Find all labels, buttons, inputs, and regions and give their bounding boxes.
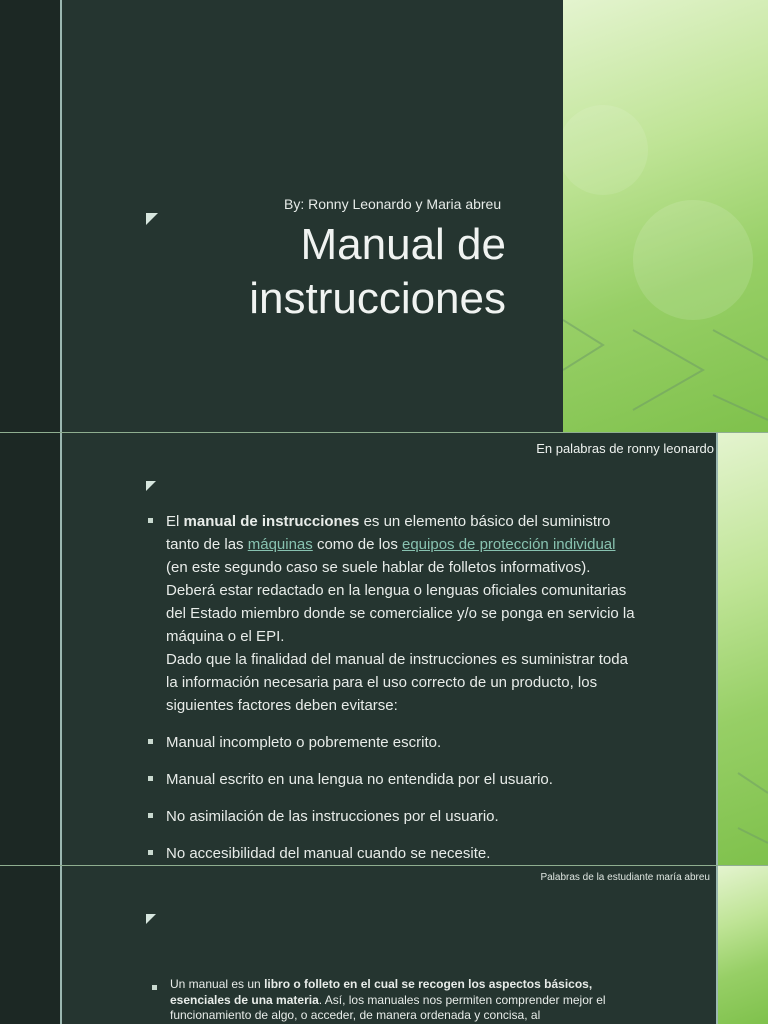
para-text: . Así, los manuales nos permiten comprender mejor el funcionamiento de algo, o acceder, de manera ordenada y concisa, al	[170, 992, 606, 1022]
para-text: es un elemento básico del suministro tanto de las	[166, 513, 611, 553]
slide-title	[249, 218, 506, 326]
link-maquinas[interactable]: máquinas	[247, 536, 313, 553]
triangle-marker-icon	[146, 914, 156, 924]
left-bar	[0, 433, 60, 865]
bullet-icon	[148, 518, 153, 523]
bullet-text: Manual incompleto o pobremente escrito.	[166, 734, 442, 751]
bullet-text: No accesibilidad del manual cuando se necesite.	[166, 845, 491, 862]
green-decor-panel	[563, 0, 768, 432]
content-slide-2	[0, 866, 768, 1024]
bullet-text: No asimilación de las instrucciones por el usuario.	[166, 808, 499, 825]
green-decor-strip	[718, 866, 768, 1024]
para-text: (en este segundo caso se suele hablar de folletos informativos). Deberá estar redactado en la lengua o lenguas oficiales comunitarias del Estado miembro donde se comercialice y/o se ponga en servicio la máquina o el EPI.	[166, 559, 635, 645]
bullet-icon	[148, 739, 153, 744]
bullet-icon	[148, 776, 153, 781]
title-line-1: Manual de	[300, 220, 506, 269]
list-item	[146, 842, 636, 865]
triangle-marker-icon	[146, 481, 156, 491]
content-slide-1	[0, 433, 768, 865]
chevron-decor-icon	[718, 433, 768, 865]
list-item	[150, 977, 630, 1024]
bullet-icon	[148, 850, 153, 855]
slide-caption: Palabras de la estudiante maría abreu	[540, 872, 710, 883]
list-item	[146, 805, 636, 828]
para-text: Dado que la finalidad del manual de instrucciones es suministrar toda la información necesaria para el uso correcto de un producto, los siguientes factores deben evitarse:	[166, 651, 628, 714]
green-decor-strip	[718, 433, 768, 865]
list-item	[146, 510, 636, 717]
bullet-list	[150, 977, 630, 1024]
left-bar	[0, 0, 60, 432]
list-item	[146, 768, 636, 791]
chevron-decor-icon	[563, 0, 768, 432]
vertical-rule	[60, 0, 62, 432]
bullet-text: Manual escrito en una lengua no entendida por el usuario.	[166, 771, 553, 788]
para-text: como de los	[312, 536, 402, 553]
para-text: Un manual es un	[170, 977, 265, 991]
bullet-list	[146, 510, 636, 865]
bullet-icon	[152, 985, 157, 990]
title-line-2: instrucciones	[249, 274, 506, 323]
title-slide	[0, 0, 768, 432]
bullet-icon	[148, 813, 153, 818]
left-bar	[0, 866, 60, 1024]
vertical-rule	[60, 433, 62, 865]
slide-caption: En palabras de ronny leonardo	[536, 441, 714, 456]
para-bold-text: libro o folleto en el cual se recogen los aspectos básicos, esenciales de una materia	[170, 977, 593, 1007]
triangle-marker-icon	[146, 213, 158, 225]
byline: By: Ronny Leonardo y Maria abreu	[284, 196, 502, 212]
link-equipos-proteccion[interactable]: equipos de protección individual	[402, 536, 616, 553]
para-text: El	[166, 513, 184, 530]
list-item	[146, 731, 636, 754]
vertical-rule	[60, 866, 62, 1024]
para-bold-term: manual de instrucciones	[183, 513, 360, 530]
